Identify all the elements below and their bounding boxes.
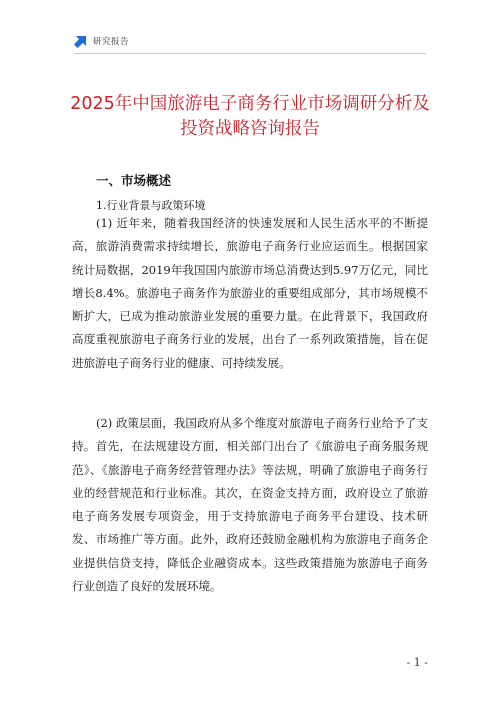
page-number: - 1 - [406, 656, 428, 669]
report-title: 2025年中国旅游电子商务行业市场调研分析及投资战略咨询报告 [70, 94, 430, 139]
page-header [74, 32, 426, 50]
arrow-logo-icon [74, 34, 88, 48]
body-paragraph: (1) 近年来，随着我国经济的快速发展和人民生活水平的不断提高，旅游消费需求持续增长，旅游电子商务行业应运而生。根据国家统计局数据，2019年我国国内旅游市场总消费达到5.97万亿元，同比增长8.4%。旅游电子商务作为旅游业的重要组成部分，其市场规模不断扩大，已成为推动旅游业发展的重要力量。在此背景下，我国政府高度重视旅游电子商务行业的发展，出台了一系列政策措施，旨在促进旅游电子商务行业的健康、可持续发展。 [72, 216, 428, 370]
body-paragraph: (2) 政策层面，我国政府从多个维度对旅游电子商务行业给予了支持。首先，在法规建设方面，相关部门出台了《旅游电子商务服务规范》、《旅游电子商务经营管理办法》等法规，明确了旅游电子商务行业的经营规范和行业标准。其次，在资金支持方面，政府设立了旅游电子商务发展专项资金，用于支持旅游电子商务平台建设、技术研发、市场推广等方面。此外，政府还鼓励金融机构为旅游电子商务企业提供信贷支持，降低企业融资成本。这些政策措施为旅游电子商务行业创造了良好的发展环境。 [72, 416, 428, 594]
header-divider [74, 53, 426, 54]
subsection-title: 1.行业背景与政策环境 [96, 199, 206, 212]
section-title: 一、市场概述 [96, 173, 172, 188]
header-label: 研究报告 [93, 37, 130, 47]
